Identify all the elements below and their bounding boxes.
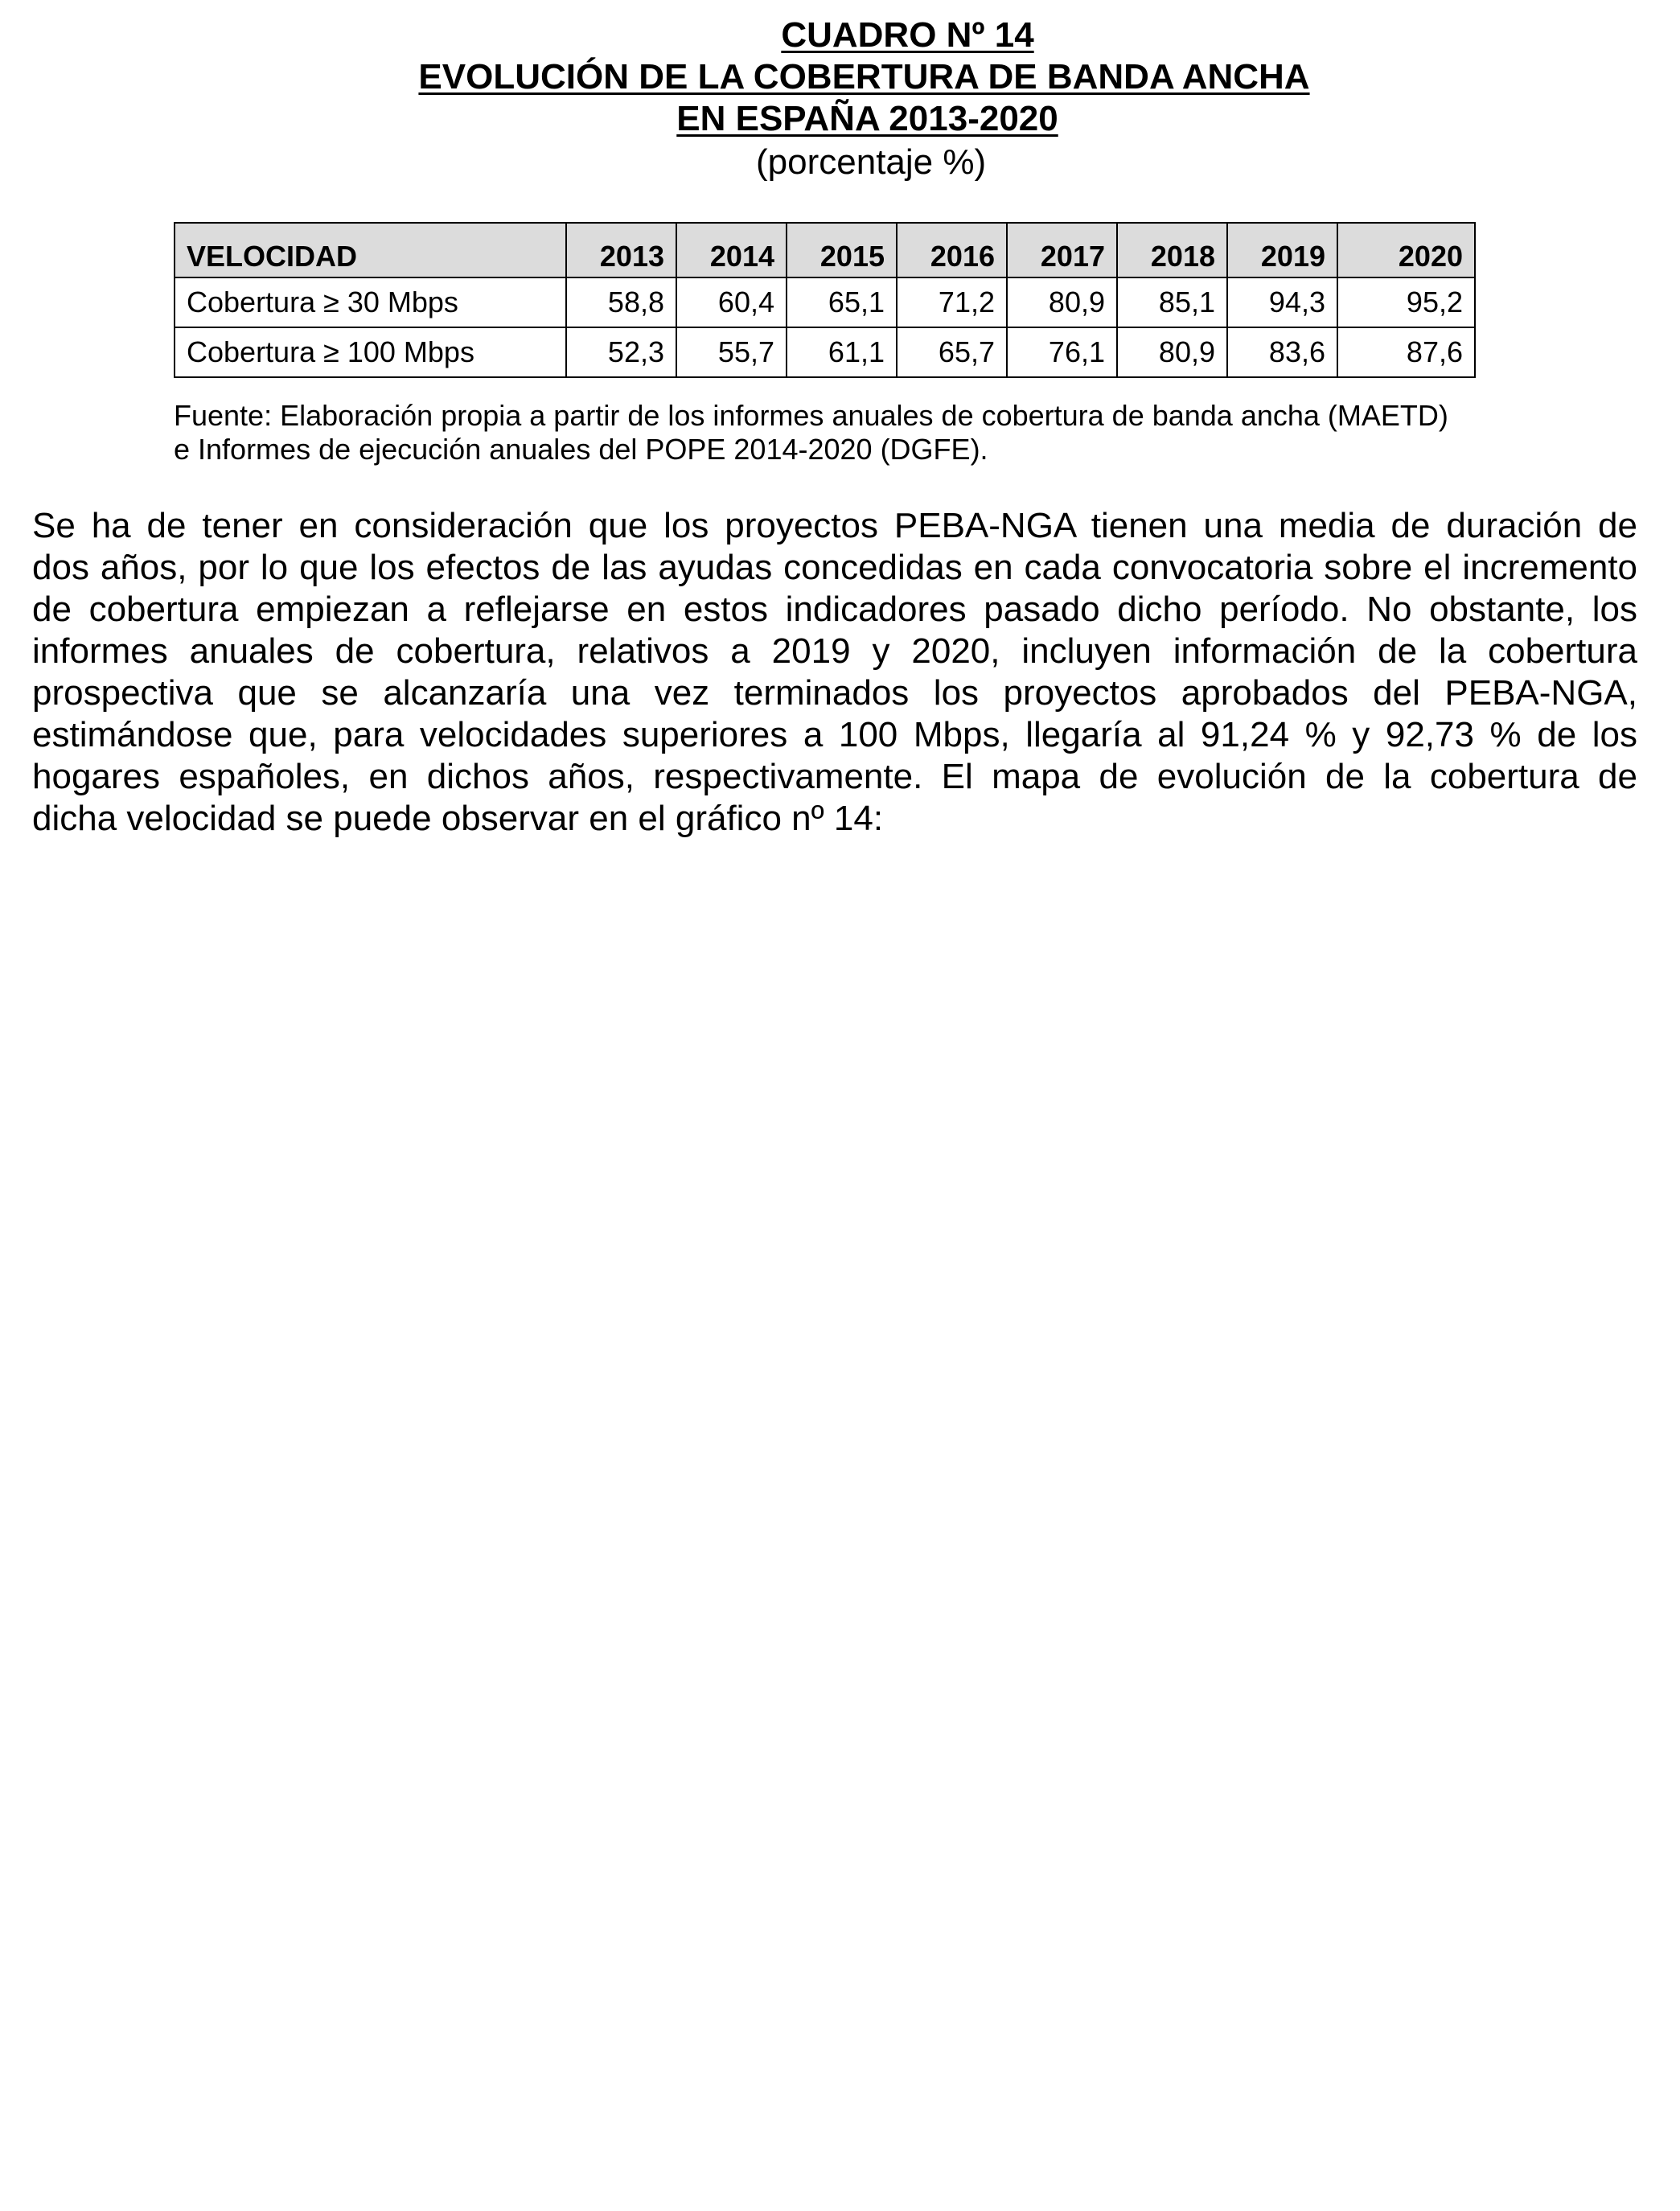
table-cell: 65,7 [897, 327, 1007, 377]
table-unit-text: (porcentaje %) [756, 142, 987, 182]
table-title-line-2 [27, 98, 1680, 140]
header-cell-year: 2020 [1337, 223, 1475, 277]
paragraph-line: estimándose que, para velocidades superiores a 100 Mbps, llegaría al 91,24 % y 92,73 % de los [32, 715, 1637, 754]
header-cell-year: 2018 [1117, 223, 1227, 277]
table-source-note [174, 399, 1541, 466]
header-cell-velocidad: VELOCIDAD [175, 223, 566, 277]
paragraph-line: informes anuales de cobertura, relativos a 2019 y 2020, incluyen información de la cobertura [32, 631, 1637, 671]
table-cell: 52,3 [566, 327, 676, 377]
body-paragraph [32, 505, 1637, 840]
table-number-heading [68, 14, 1680, 56]
table-row [175, 277, 1475, 327]
header-cell-year: 2013 [566, 223, 676, 277]
table-cell: 94,3 [1227, 277, 1337, 327]
row-label-30mbps: Cobertura ≥ 30 Mbps [175, 277, 566, 327]
table-cell: 71,2 [897, 277, 1007, 327]
table-unit-caption [0, 142, 1680, 183]
header-cell-year: 2016 [897, 223, 1007, 277]
table-title-line-1 [24, 56, 1680, 98]
paragraph-line: hogares españoles, en dichos años, respectivamente. El mapa de evolución de la cobertura de [32, 757, 1637, 796]
header-cell-year: 2019 [1227, 223, 1337, 277]
paragraph-line: de cobertura empiezan a reflejarse en estos indicadores pasado dicho período. No obstante, los [32, 590, 1637, 629]
table-cell: 58,8 [566, 277, 676, 327]
source-note-line: e Informes de ejecución anuales del POPE 2014-2020 (DGFE). [174, 433, 988, 466]
table-cell: 76,1 [1007, 327, 1117, 377]
table-cell: 85,1 [1117, 277, 1227, 327]
paragraph-line: dicha velocidad se puede observar en el gráfico nº 14: [32, 799, 884, 838]
header-cell-year: 2017 [1007, 223, 1117, 277]
table-cell: 80,9 [1117, 327, 1227, 377]
table-title-line-1-text: EVOLUCIÓN DE LA COBERTURA DE BANDA ANCHA [418, 57, 1310, 97]
coverage-table [174, 222, 1476, 378]
table-header-row [175, 223, 1475, 277]
table-title-line-2-text: EN ESPAÑA 2013-2020 [676, 99, 1058, 138]
table-cell: 55,7 [676, 327, 787, 377]
table-cell: 80,9 [1007, 277, 1117, 327]
paragraph-line: prospectiva que se alcanzaría una vez terminados los proyectos aprobados del PEBA-NGA, [32, 673, 1637, 713]
header-cell-year: 2015 [787, 223, 897, 277]
table-cell: 83,6 [1227, 327, 1337, 377]
table-cell: 60,4 [676, 277, 787, 327]
table-cell: 61,1 [787, 327, 897, 377]
paragraph-line: dos años, por lo que los efectos de las ayudas concedidas en cada convocatoria sobre el incremento [32, 548, 1637, 587]
table-cell: 87,6 [1337, 327, 1475, 377]
row-label-100mbps: Cobertura ≥ 100 Mbps [175, 327, 566, 377]
table-row [175, 327, 1475, 377]
table-cell: 95,2 [1337, 277, 1475, 327]
table-cell: 65,1 [787, 277, 897, 327]
header-cell-year: 2014 [676, 223, 787, 277]
source-note-line: Fuente: Elaboración propia a partir de los informes anuales de cobertura de banda ancha (MAETD) [174, 399, 1448, 432]
paragraph-line: Se ha de tener en consideración que los proyectos PEBA-NGA tienen una media de duración de [32, 506, 1637, 545]
table-number-text: CUADRO Nº 14 [781, 15, 1034, 55]
